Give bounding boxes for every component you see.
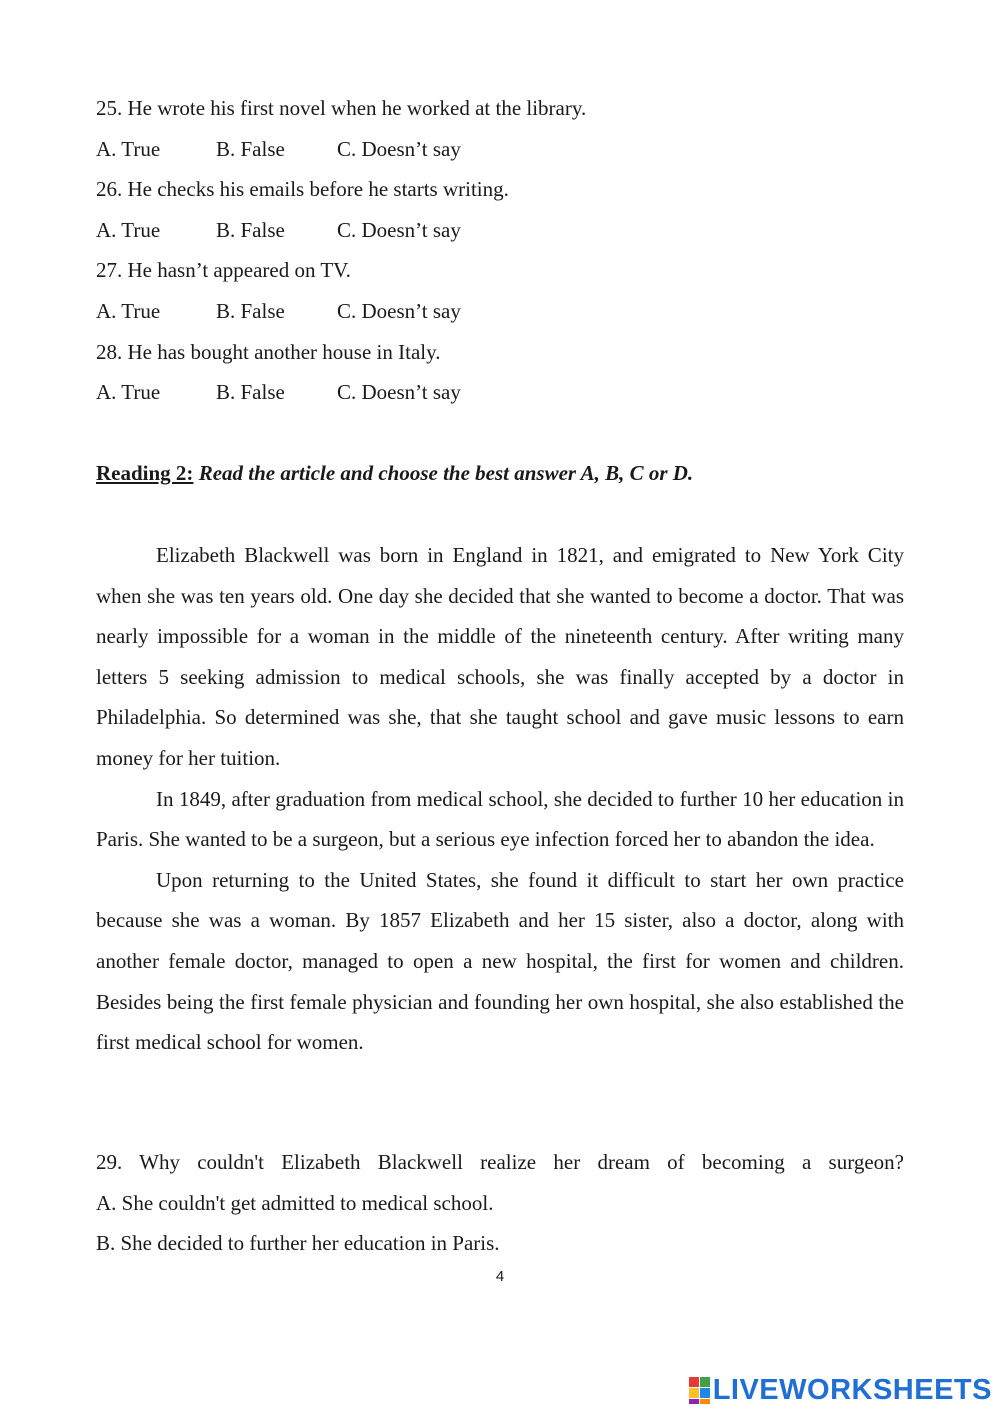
page-number: 4 bbox=[495, 1268, 505, 1285]
section-instruction: Read the article and choose the best answer A, B, C or D. bbox=[198, 461, 694, 485]
option-b: B. False bbox=[216, 137, 285, 161]
option-a: A. True bbox=[96, 299, 161, 323]
options-25 bbox=[96, 137, 461, 162]
options-26 bbox=[96, 218, 461, 243]
options-27 bbox=[96, 299, 461, 324]
logo-square bbox=[689, 1388, 699, 1398]
option-b: B. False bbox=[216, 218, 285, 242]
option-c: C. Doesn’t say bbox=[337, 380, 461, 404]
logo-square bbox=[689, 1399, 699, 1404]
question-29: 29. Why couldn't Elizabeth Blackwell realize her dream of becoming a surgeon? bbox=[96, 1150, 904, 1174]
question-26: 26. He checks his emails before he starts writing. bbox=[96, 177, 509, 201]
option-c: C. Doesn’t say bbox=[337, 218, 461, 242]
option-b: B. False bbox=[216, 380, 285, 404]
article bbox=[96, 535, 904, 1063]
option-b: B. False bbox=[216, 299, 285, 323]
question-27: 27. He hasn’t appeared on TV. bbox=[96, 258, 351, 282]
article-paragraph: Upon returning to the United States, she found it difficult to start her own practice because she was a woman. By 1857 Elizabeth and her 15 sister, also a doctor, along with another female doctor, managed to open a new hospital, the first for women and children. Besides being the first female physician and founding her own hospital, she also established the first medical school for women. bbox=[96, 867, 904, 1055]
brand-name: LIVEWORKSHEETS bbox=[712, 1373, 992, 1406]
question-25: 25. He wrote his first novel when he worked at the library. bbox=[96, 96, 587, 120]
logo-square bbox=[700, 1388, 710, 1398]
q29-option-b: B. She decided to further her education in Paris. bbox=[96, 1231, 500, 1255]
section-label: Reading 2: bbox=[96, 461, 194, 485]
option-a: A. True bbox=[96, 137, 161, 161]
liveworksheets-logo bbox=[689, 1375, 992, 1405]
option-c: C. Doesn’t say bbox=[337, 299, 461, 323]
logo-square bbox=[689, 1377, 699, 1387]
article-paragraph: In 1849, after graduation from medical school, she decided to further 10 her education in Paris. She wanted to be a surgeon, but a serious eye infection forced her to abandon the idea. bbox=[96, 786, 904, 852]
logo-square bbox=[700, 1399, 710, 1404]
option-c: C. Doesn’t say bbox=[337, 137, 461, 161]
option-a: A. True bbox=[96, 380, 161, 404]
option-a: A. True bbox=[96, 218, 161, 242]
question-28: 28. He has bought another house in Italy. bbox=[96, 340, 441, 364]
options-28 bbox=[96, 380, 461, 405]
brand-icon bbox=[689, 1377, 710, 1404]
article-paragraph: Elizabeth Blackwell was born in England in 1821, and emigrated to New York City when she was ten years old. One day she decided that she wanted to become a doctor. That was nearly impossible for a woman in the middle of the nineteenth century. After writing many letters 5 seeking admission to medical schools, she was finally accepted by a doctor in Philadelphia. So determined was she, that she taught school and gave music lessons to earn money for her tuition. bbox=[96, 543, 904, 770]
reading-2-heading bbox=[96, 461, 693, 486]
q29-option-a: A. She couldn't get admitted to medical school. bbox=[96, 1191, 494, 1215]
logo-square bbox=[700, 1377, 710, 1387]
